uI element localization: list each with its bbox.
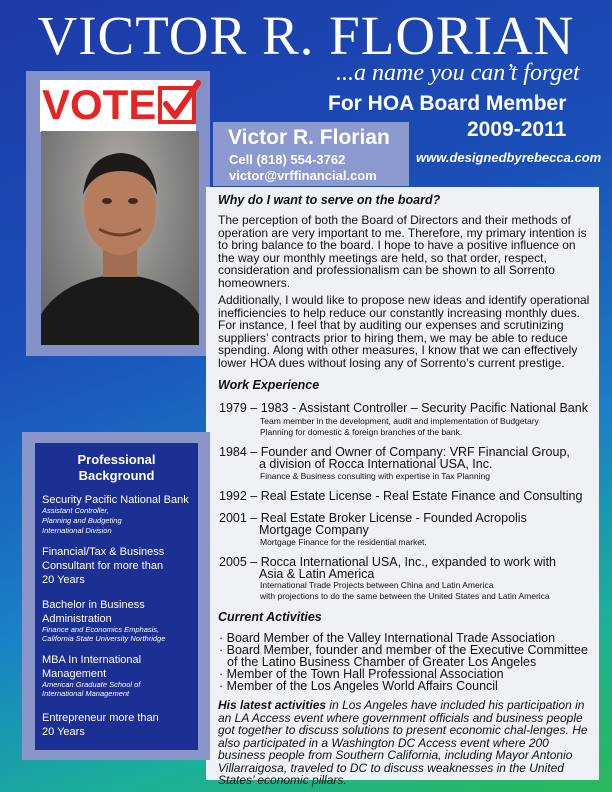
background-heading-line1: Professional (77, 452, 156, 467)
background-item-detail: American Graduate School of (42, 680, 141, 689)
website-link[interactable]: www.designedbyrebecca.com (416, 150, 602, 165)
latest-activities-paragraph (218, 699, 594, 787)
work-item-title-cont: Asia & Latin America (259, 567, 375, 581)
background-panel (35, 443, 198, 750)
position-title: For HOA Board Member (328, 92, 567, 115)
work-heading: Work Experience (218, 378, 320, 392)
activity-item: · Member of the Los Angeles World Affairs Council (219, 679, 498, 693)
checkbox-check-icon (158, 80, 202, 126)
background-item-title: Consultant for more than (42, 560, 164, 572)
vote-label: VOTE (42, 81, 157, 128)
work-item-title-cont: a division of Rocca International USA, Inc. (259, 457, 493, 471)
latest-activities-lead: His latest activities (218, 698, 327, 712)
background-item-title: Security Pacific National Bank (42, 494, 189, 506)
work-item-title: 1984 – Founder and Owner of Company: VRF Financial Group, (219, 445, 570, 459)
work-item-detail: with projections to do the same between the United States and Latin America (260, 591, 550, 601)
why-paragraph-2: Additionally, I would like to propose new ideas and identify operational inefficiencies to help reduce our constantly increasing monthly dues. For instance, I feel that by auditing our expenses and scrutinizing suppliers’ contracts prior to hiring them, we may be able to reduce spending. Along with other measures, I know that we can effectively lower HOA dues without losing any of Sorrento’s current prestige. (218, 293, 590, 370)
latest-activities-text: in Los Angeles have included his participation in an LA Access event where government officials and business people got together to discuss solutions to present economic chal-lenges. He also participated in a Washington DC Access event where 200 business people from Southern California, including Mayor Antonio Villarraigosa, traveled to DC to discuss weaknesses in the United States’ economic pillars. (218, 698, 588, 787)
background-item-detail: International Division (42, 526, 112, 535)
work-item-title: 2001 – Real Estate Broker License - Founded Acropolis (219, 511, 527, 525)
activities-heading: Current Activities (218, 610, 322, 624)
work-item-title: 1979 – 1983 - Assistant Controller – Security Pacific National Bank (219, 401, 588, 415)
background-item-title: MBA In International (42, 654, 142, 666)
candidate-phone: Cell (818) 554-3762 (229, 152, 346, 167)
candidate-name: Victor R. Florian (228, 126, 390, 149)
candidate-email[interactable]: victor@vrffinancial.com (229, 168, 377, 183)
background-item-title: Management (42, 668, 107, 680)
activity-item: · Board Member of the Valley International Trade Association (219, 631, 556, 645)
work-item-title: 1992 – Real Estate License - Real Estate Finance and Consulting (219, 489, 583, 503)
activity-item: · Board Member, founder and member of the Executive Committee (219, 643, 588, 657)
why-paragraph-1: The perception of both the Board of Directors and their methods of operation are very important to me. Therefore, my primary intention is to bring balance to the board. I hope to have a positive influence on the way our monthly meetings are held, so that order, respect, consideration and professionalism can be shown to all Sorrento homeowners. (218, 213, 587, 290)
work-item-detail: International Trade Projects between China and Latin America (260, 580, 494, 590)
work-item-title-cont: Mortgage Company (259, 523, 369, 537)
background-item-title: Financial/Tax & Business (42, 546, 165, 558)
background-item-title: Entrepreneur more than (42, 712, 159, 724)
activity-item-cont: of the Latino Business Chamber of Greater Los Angeles (227, 655, 537, 669)
work-item-detail: Mortgage Finance for the residential market. (260, 537, 427, 547)
background-item-detail: California State University Northridge (42, 634, 166, 643)
background-item-detail: International Management (42, 689, 130, 698)
work-item-detail: Team member in the development, audit and implementation of Budgetary (260, 416, 539, 426)
term-years: 2009-2011 (467, 118, 567, 141)
candidate-photo (41, 131, 199, 345)
background-item-title: Bachelor in Business (42, 599, 145, 611)
background-item-title: 20 Years (42, 726, 85, 738)
activity-item: · Member of the Town Hall Professional Association (219, 667, 504, 681)
background-item-title: Administration (42, 613, 112, 625)
background-item-title: 20 Years (42, 574, 85, 586)
background-item-detail: Finance and Economics Emphasis, (42, 625, 160, 634)
page-title: VICTOR R. FLORIAN (37, 5, 575, 66)
tagline: ...a name you can’t forget (336, 60, 580, 86)
background-item-detail: Planning and Budgeting (42, 516, 122, 525)
background-heading-line2: Background (78, 468, 155, 483)
work-item-detail: Planning for domestic & foreign branches of the bank. (260, 427, 463, 437)
work-item-detail: Finance & Business consulting with expertise in Tax Planning (260, 471, 490, 481)
background-item-detail: Assistant Controller, (42, 506, 109, 515)
why-heading: Why do I want to serve on the board? (218, 193, 441, 207)
work-item-title: 2005 – Rocca International USA, Inc., expanded to work with (219, 555, 556, 569)
